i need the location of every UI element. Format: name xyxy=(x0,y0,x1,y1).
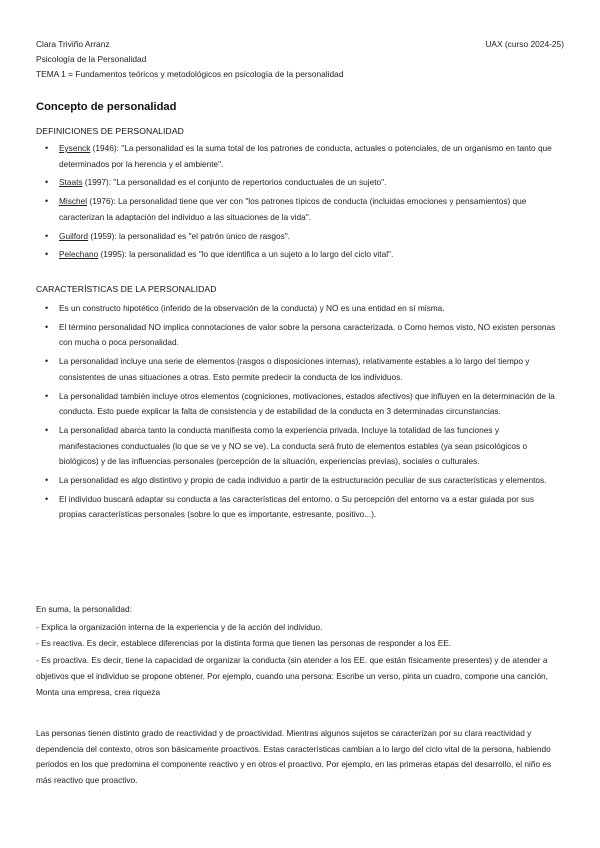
definition-text: (1997): "La personalidad es el conjunto de repertorios conductuales de un sujeto". xyxy=(82,177,387,188)
characteristic-item: • El término personalidad NO implica connotaciones de valor sobre la persona caracterizada. o Como hemos visto, NO existen personas con mucha o poca personalidad. xyxy=(36,320,558,351)
characteristic-item: • Es un constructo hipotético (inferido de la observación de la conducta) y NO es una entidad en sí misma. xyxy=(36,301,558,317)
definitions-heading: DEFINICIONES DE PERSONALIDAD xyxy=(36,126,184,136)
topic-line: TEMA 1 = Fundamentos teóricos y metodológicos en psicología de la personalidad xyxy=(36,69,344,79)
author-name: Clara Triviño Arranz xyxy=(36,39,110,49)
definition-text: (1976): La personalidad tiene que ver con "los patrones típicos de conducta (incluidas emociones y pensamientos) que caracterizan la adaptación del individuo a las situaciones de la vida". xyxy=(59,196,527,222)
characteristics-list xyxy=(36,301,558,523)
summary-intro: En suma, la personalidad: xyxy=(36,604,132,614)
definition-author: Guilford xyxy=(59,230,89,241)
definition-author: Mischel xyxy=(59,196,88,207)
characteristics-heading: CARACTERÍSTICAS DE LA PERSONALIDAD xyxy=(36,284,217,294)
course-label: UAX (curso 2024-25) xyxy=(485,39,564,49)
definition-item xyxy=(36,229,558,245)
definition-text: (1959): la personalidad es "el patrón único de rasgos". xyxy=(88,230,290,241)
definition-item xyxy=(36,194,558,225)
summary-line: - Es reactiva. Es decir, establece diferencias por la distinta forma que tienen las personas de responder a los EE. xyxy=(36,638,452,649)
definition-author: Staats xyxy=(59,177,83,188)
definition-author: Eysenck xyxy=(59,143,91,153)
definition-item xyxy=(36,247,558,263)
definition-author: Pelechano xyxy=(59,249,99,260)
subject-name: Psicología de la Personalidad xyxy=(36,54,147,64)
characteristic-item: • La personalidad incluye una serie de elementos (rasgos o disposiciones internas), relativamente estables a lo largo del tiempo y consistentes de unas situaciones a otras. Esto permite predecir la conducta de los individuos. xyxy=(36,354,558,385)
characteristic-item: • La personalidad es algo distintivo y propio de cada individuo a partir de la estructuración peculiar de sus características y elementos. xyxy=(36,473,558,489)
definition-item xyxy=(36,175,558,191)
characteristic-item: • La personalidad abarca tanto la conducta manifiesta como la experiencia privada. Incluye la totalidad de las funciones y manifestaciones conductuales (lo que se ve y NO se ve). La conducta será fruto de elementos estables (ya sean psicológicos o biológicos) y de las influencias personales (percepción de la situación, experiencias previas), sociales o culturales. xyxy=(36,423,558,470)
page-header xyxy=(36,37,564,82)
summary-line: - Explica la organización interna de la experiencia y de la acción del individuo. xyxy=(36,621,323,632)
characteristic-item: • La personalidad también incluye otros elementos (cogniciones, motivaciones, estados afectivos) que influyen en la determinación de la conducta. Esto puede explicar la falta de consistencia y de estabilidad de la conducta en 3 determinadas circunstancias. xyxy=(36,389,558,420)
definition-text: (1995): la personalidad es "lo que identifica a un sujeto a lo largo del ciclo vital". xyxy=(98,249,394,260)
summary-block xyxy=(36,602,558,700)
section-title: Concepto de personalidad xyxy=(36,101,177,113)
closing-paragraph: Las personas tienen distinto grado de reactividad y de proactividad. Mientras algunos sujetos se caracterizan por su clara reactividad y dependencia del contexto, otros son básicamente proactivos. Estas características cambian a lo largo del ciclo vital de la persona, habiendo periodos en los que predomina el componente reactivo y en otros el proactivo. Por ejemplo, en las primeras etapas del desarrollo, el niño es más reactivo que proactivo. xyxy=(36,728,552,786)
summary-line: - Es proactiva. Es decir, tiene la capacidad de organizar la conducta (sin atender a los EE. que están físicamente presentes) y de atender a objetivos que el individuo se propone obtener. Por ejemplo, cuando una persona: Escribe un verso, pinta un cuadro, compone una canción, Monta una empresa, crea riqueza xyxy=(36,655,548,697)
characteristic-item: • El individuo buscará adaptar su conducta a las características del entorno. o Su percepción del entorno va a estar guiada por sus propias características personales (sobre lo que es importante, estresante, positivo...). xyxy=(36,492,558,523)
definition-item xyxy=(36,141,558,172)
definitions-list xyxy=(36,141,558,263)
definition-text: (1946): "La personalidad es la suma total de los patrones de conducta, actuales o potenciales, de un organismo en tanto que determinados por la herencia y el ambiente". xyxy=(59,143,552,169)
